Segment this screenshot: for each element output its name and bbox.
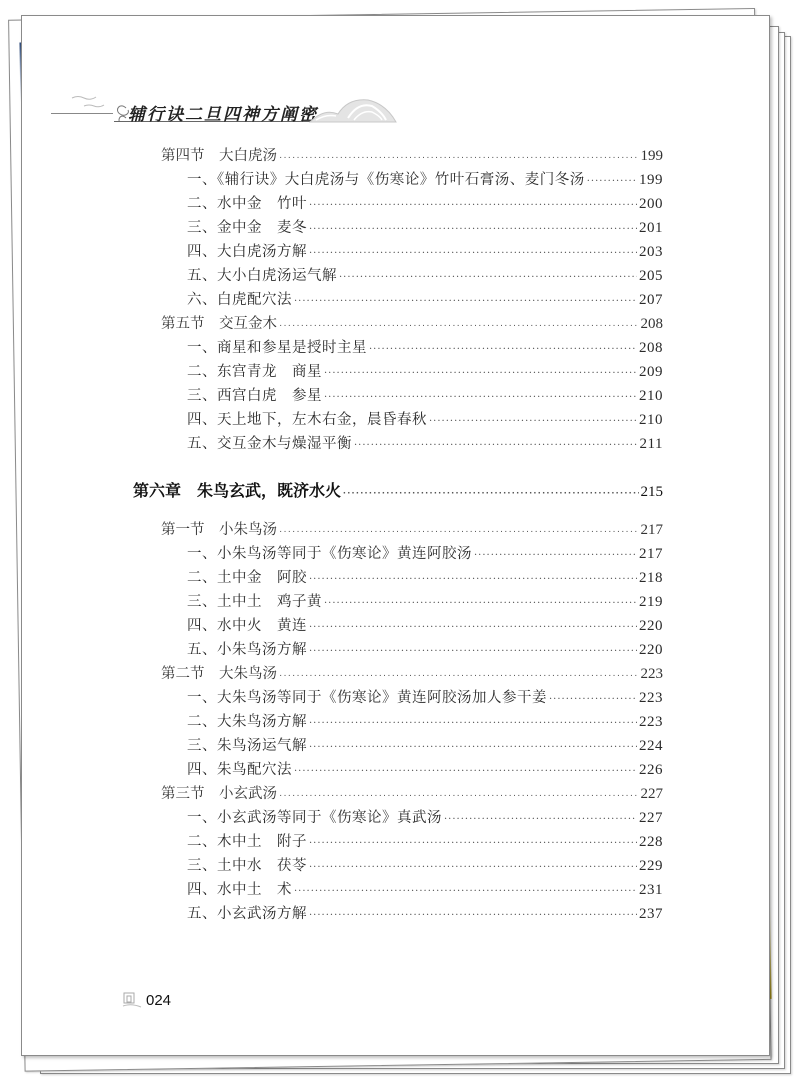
toc-entry-title: 三、朱鸟汤运气解 (187, 738, 307, 754)
dot-leader (429, 411, 637, 433)
toc-page (21, 15, 770, 1056)
toc-entry-item (187, 807, 663, 829)
toc-entry-page: 227 (640, 786, 663, 802)
toc-entry-page: 223 (640, 666, 663, 682)
toc-entry-title: 五、小玄武汤方解 (187, 906, 307, 922)
toc-entry-item (187, 639, 663, 661)
toc-entry-item (187, 567, 663, 589)
toc-entry-title: 一、商星和参星是授时主星 (187, 340, 367, 356)
toc-entry-item (187, 759, 663, 781)
toc-entry-title: 一、小玄武汤等同于《伤寒论》真武汤 (187, 810, 442, 826)
toc-entry-title: 四、水中火 黄连 (187, 618, 307, 634)
running-head-title: 辅行诀二旦四神方阐密 (128, 105, 318, 125)
dot-leader (279, 521, 639, 543)
dot-leader (279, 785, 639, 807)
dot-leader (309, 641, 637, 663)
dot-leader (279, 315, 639, 337)
toc-entry-title: 二、大朱鸟汤方解 (187, 714, 307, 730)
toc-entry-page: 228 (639, 834, 663, 850)
toc-entry-item (187, 591, 663, 613)
toc-entry-title: 二、东宫青龙 商星 (187, 364, 322, 380)
toc-entry-item (187, 385, 663, 407)
toc-entry-chapter (133, 481, 663, 503)
dot-leader (309, 569, 637, 591)
toc-entry-title: 第二节 大朱鸟汤 (161, 666, 277, 682)
dot-leader (294, 291, 637, 313)
toc-entry-item (187, 903, 663, 925)
toc-entry-title: 第一节 小朱鸟汤 (161, 522, 277, 538)
toc-entry-page: 231 (639, 882, 663, 898)
dot-leader (309, 833, 637, 855)
toc-entry-item (187, 687, 663, 709)
toc-entry-item (187, 735, 663, 757)
toc-entry-title: 二、木中土 附子 (187, 834, 307, 850)
toc-entry-item (187, 433, 663, 455)
toc-entry-page: 226 (639, 762, 663, 778)
toc-entry-page: 201 (639, 220, 663, 236)
dot-leader (324, 593, 637, 615)
toc-entry-item (187, 265, 663, 287)
toc-entry-item (187, 193, 663, 215)
toc-entry-page: 210 (639, 388, 663, 404)
toc-entry-title: 三、土中土 鸡子黄 (187, 594, 322, 610)
toc-entry-item (187, 855, 663, 877)
toc-entry-page: 220 (639, 642, 663, 658)
dot-leader (324, 387, 637, 409)
toc-entry-item (187, 831, 663, 853)
toc-entry-page: 211 (639, 436, 663, 452)
toc-entry-page: 219 (639, 594, 663, 610)
toc-entry-title: 四、大白虎汤方解 (187, 244, 307, 260)
toc-entry-section (161, 663, 663, 685)
dot-leader (369, 339, 637, 361)
toc-entry-title: 一、小朱鸟汤等同于《伤寒论》黄连阿胶汤 (187, 546, 472, 562)
toc-entry-title: 四、朱鸟配穴法 (187, 762, 292, 778)
toc-entry-item (187, 241, 663, 263)
toc-entry-item (187, 169, 663, 191)
header-rule-top (51, 113, 113, 114)
toc-entry-item (187, 711, 663, 733)
toc-entry-item (187, 337, 663, 359)
toc-entry-title: 三、金中金 麦冬 (187, 220, 307, 236)
dot-leader (343, 483, 638, 505)
toc-entry-title: 五、大小白虎汤运气解 (187, 268, 337, 284)
toc-entry-title: 第三节 小玄武汤 (161, 786, 277, 802)
dot-leader (309, 195, 637, 217)
cloud-ornament-icon (70, 92, 130, 122)
toc-entry-page: 227 (639, 810, 663, 826)
toc-entry-page: 205 (639, 268, 663, 284)
toc-entry-page: 200 (639, 196, 663, 212)
toc-entry-page: 210 (639, 412, 663, 428)
toc-entry-item (187, 879, 663, 901)
dot-leader (339, 267, 637, 289)
toc-entry-page: 220 (639, 618, 663, 634)
toc-entry-title: 四、天上地下，左木右金，晨昏春秋 (187, 412, 427, 428)
dot-leader (324, 363, 637, 385)
toc-entry-title: 五、小朱鸟汤方解 (187, 642, 307, 658)
toc-entry-section (161, 313, 663, 335)
toc-entry-title: 第四节 大白虎汤 (161, 148, 277, 164)
toc-entry-page: 207 (639, 292, 663, 308)
page-number: 024 (146, 992, 172, 1009)
toc-entry-item (187, 543, 663, 565)
toc-entry-page: 215 (640, 484, 663, 500)
dot-leader (309, 713, 637, 735)
dot-leader (309, 905, 637, 927)
toc-entry-title: 第五节 交互金木 (161, 316, 277, 332)
toc-entry-page: 199 (640, 148, 663, 164)
dot-leader (354, 435, 638, 457)
toc-entry-page: 199 (639, 172, 663, 188)
toc-entry-item (187, 217, 663, 239)
toc-entry-title: 三、西宫白虎 参星 (187, 388, 322, 404)
toc-entry-title: 三、土中水 茯苓 (187, 858, 307, 874)
toc-entry-page: 208 (640, 316, 663, 332)
dot-leader (309, 857, 637, 879)
dot-leader (309, 617, 637, 639)
dot-leader (587, 171, 637, 193)
dot-leader (309, 737, 637, 759)
dot-leader (294, 881, 637, 903)
toc-entry-section (161, 145, 663, 167)
toc-entry-title: 四、水中土 术 (187, 882, 292, 898)
toc-entry-page: 223 (639, 714, 663, 730)
toc-entry-title: 五、交互金木与燥湿平衡 (187, 436, 352, 452)
seal-ornament-icon (122, 991, 142, 1009)
dot-leader (294, 761, 637, 783)
toc-entry-section (161, 519, 663, 541)
toc-entry-title: 一、《辅行诀》大白虎汤与《伤寒论》竹叶石膏汤、麦门冬汤 (187, 172, 585, 188)
toc-entry-page: 237 (639, 906, 663, 922)
toc-entry-page: 209 (639, 364, 663, 380)
dot-leader (279, 147, 639, 169)
running-head (50, 76, 330, 136)
folio (122, 991, 171, 1009)
toc-entry-page: 218 (639, 570, 663, 586)
toc-entry-page: 217 (639, 546, 663, 562)
toc-entry-item (187, 615, 663, 637)
toc-entry-title: 六、白虎配穴法 (187, 292, 292, 308)
toc-entry-title: 一、大朱鸟汤等同于《伤寒论》黄连阿胶汤加人参干姜 (187, 690, 547, 706)
dot-leader (549, 689, 637, 711)
toc-entry-section (161, 783, 663, 805)
toc-entry-page: 224 (639, 738, 663, 754)
toc-entry-page: 208 (639, 340, 663, 356)
dot-leader (444, 809, 637, 831)
dot-leader (309, 219, 637, 241)
dot-leader (309, 243, 637, 265)
toc-entry-title: 二、土中金 阿胶 (187, 570, 307, 586)
toc-entry-item (187, 289, 663, 311)
toc-entry-page: 203 (639, 244, 663, 260)
toc-entry-page: 223 (639, 690, 663, 706)
toc-entry-page: 229 (639, 858, 663, 874)
toc-entry-title: 第六章 朱鸟玄武，既济水火 (133, 483, 342, 500)
dot-leader (474, 545, 637, 567)
toc-entry-item (187, 409, 663, 431)
toc-entry-page: 217 (640, 522, 663, 538)
toc-entry-item (187, 361, 663, 383)
mountain-ornament-icon (308, 92, 398, 126)
toc-entry-title: 二、水中金 竹叶 (187, 196, 307, 212)
dot-leader (279, 665, 639, 687)
